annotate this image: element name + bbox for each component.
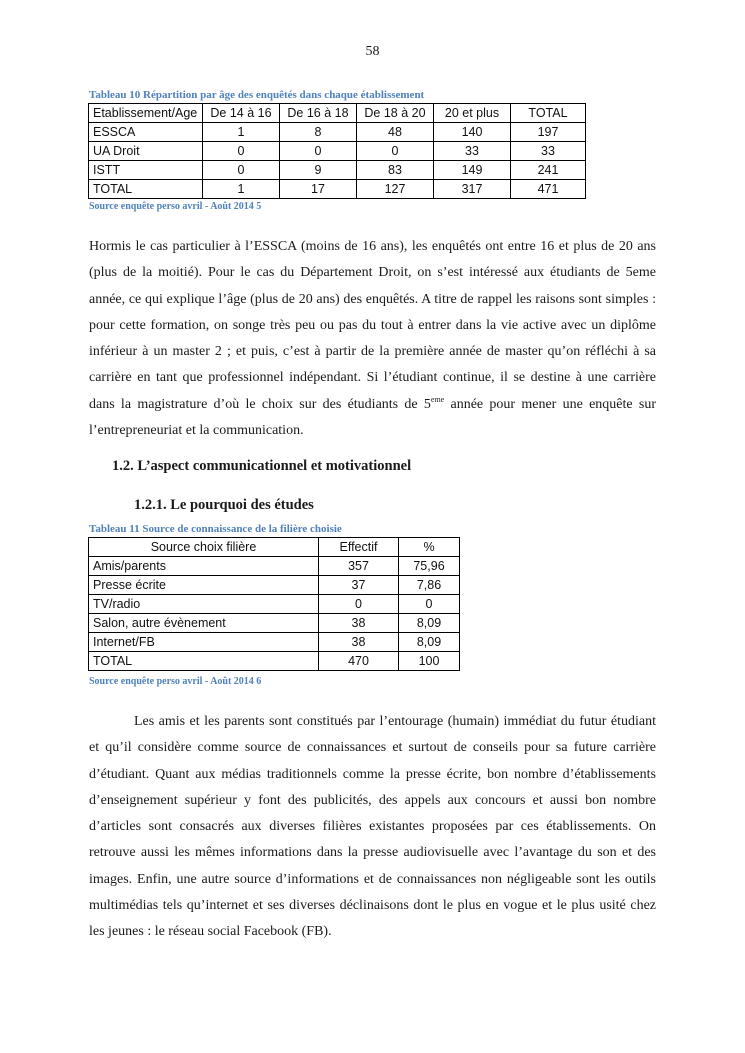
cell: 0 xyxy=(203,161,280,180)
header-cell: Source choix filière xyxy=(89,538,319,557)
table-header-row xyxy=(89,104,586,123)
header-cell: De 18 à 20 xyxy=(357,104,434,123)
body-paragraph xyxy=(89,234,656,444)
cell: 7,86 xyxy=(399,576,460,595)
table11-source: Source enquête perso avril - Août 2014 6 xyxy=(89,676,262,687)
row-label: ESSCA xyxy=(89,123,203,142)
cell: 470 xyxy=(319,652,399,671)
cell: 140 xyxy=(434,123,511,142)
table-row xyxy=(89,123,586,142)
row-label: TV/radio xyxy=(89,595,319,614)
table-row xyxy=(89,180,586,199)
cell: 38 xyxy=(319,614,399,633)
section-heading: 1.2. L’aspect communicationnel et motivationnel xyxy=(112,458,412,474)
source-choice-table xyxy=(88,537,460,671)
cell: 0 xyxy=(319,595,399,614)
superscript: eme xyxy=(430,394,445,404)
header-cell: Etablissement/Age xyxy=(89,104,203,123)
cell: 0 xyxy=(280,142,357,161)
table10-caption: Tableau 10 Répartition par âge des enquêtés dans chaque établissement xyxy=(89,89,425,101)
table-row xyxy=(89,614,460,633)
cell: 33 xyxy=(511,142,586,161)
row-label: TOTAL xyxy=(89,180,203,199)
paragraph-text: année pour mener une enquête sur l’entrepreneuriat et la communication. xyxy=(89,396,657,439)
table11-caption: Tableau 11 Source de connaissance de la filière choisie xyxy=(89,523,342,535)
header-cell: % xyxy=(399,538,460,557)
header-cell: TOTAL xyxy=(511,104,586,123)
cell: 0 xyxy=(357,142,434,161)
page-number: 58 xyxy=(365,44,380,59)
cell: 38 xyxy=(319,633,399,652)
cell: 0 xyxy=(399,595,460,614)
row-label: Presse écrite xyxy=(89,576,319,595)
cell: 9 xyxy=(280,161,357,180)
table-row xyxy=(89,142,586,161)
row-label: Internet/FB xyxy=(89,633,319,652)
table-row xyxy=(89,633,460,652)
cell: 127 xyxy=(357,180,434,199)
table-header-row xyxy=(89,538,460,557)
row-label: UA Droit xyxy=(89,142,203,161)
row-label: ISTT xyxy=(89,161,203,180)
table-row xyxy=(89,161,586,180)
cell: 0 xyxy=(203,142,280,161)
header-cell: De 16 à 18 xyxy=(280,104,357,123)
cell: 100 xyxy=(399,652,460,671)
cell: 75,96 xyxy=(399,557,460,576)
cell: 8,09 xyxy=(399,614,460,633)
cell: 33 xyxy=(434,142,511,161)
subsection-heading: 1.2.1. Le pourquoi des études xyxy=(134,497,314,513)
header-cell: Effectif xyxy=(319,538,399,557)
cell: 471 xyxy=(511,180,586,199)
table-row xyxy=(89,652,460,671)
cell: 37 xyxy=(319,576,399,595)
row-label: Salon, autre évènement xyxy=(89,614,319,633)
body-paragraph: Les amis et les parents sont constitués par l’entourage (humain) immédiat du futur étudiant et qu’il considère comme source de connaissances et surtout de conseils pour sa future carrière d’étudiant. Quant aux médias traditionnels comme la presse écrite, bon nombre d’établissements d’enseignement supérieur y font des publicités, des appels aux concours et aussi bon nombre d’articles sont consacrés aux diverses filières existantes proposées par ces établissements. On retrouve aussi les mêmes informations dans la presse audiovisuelle avec l’avantage du son et des images. Enfin, une autre source d’informations et de connaissances non négligeable sont les outils multimédias tels qu’internet et ses diverses déclinaisons dont le plus en vogue et le plus usité chez les jeunes : le réseau social Facebook (FB). xyxy=(89,714,656,940)
table10-source: Source enquête perso avril - Août 2014 5 xyxy=(89,201,262,212)
row-label: TOTAL xyxy=(89,652,319,671)
cell: 197 xyxy=(511,123,586,142)
header-cell: 20 et plus xyxy=(434,104,511,123)
cell: 241 xyxy=(511,161,586,180)
header-cell: De 14 à 16 xyxy=(203,104,280,123)
paragraph-text: Hormis le cas particulier à l’ESSCA (moins de 16 ans), les enquêtés ont entre 16 et plus de 20 ans (plus de la moitié). Pour le cas du Département Droit, on s’est intéressé aux étudiants de 5eme année, ce qui explique l’âge (plus de 20 ans) des enquêtés. A titre de rappel les raisons sont simples : pour cette formation, on songe très peu ou pas du tout à entrer dans la vie active avec un diplôme inférieur à un master 2 ; et puis, c’est à partir de la première année de master qu’on réfléchi à sa carrière en tant que professionnel indépendant. Si l’étudiant continue, il se destine à une carrière dans la magistrature d’où le choix sur des étudiants de 5 xyxy=(89,239,656,412)
cell: 48 xyxy=(357,123,434,142)
cell: 1 xyxy=(203,180,280,199)
cell: 17 xyxy=(280,180,357,199)
cell: 8,09 xyxy=(399,633,460,652)
table-row xyxy=(89,576,460,595)
row-label: Amis/parents xyxy=(89,557,319,576)
cell: 83 xyxy=(357,161,434,180)
cell: 317 xyxy=(434,180,511,199)
cell: 8 xyxy=(280,123,357,142)
cell: 149 xyxy=(434,161,511,180)
age-distribution-table xyxy=(88,103,586,199)
cell: 357 xyxy=(319,557,399,576)
cell: 1 xyxy=(203,123,280,142)
table-row xyxy=(89,557,460,576)
table-row xyxy=(89,595,460,614)
